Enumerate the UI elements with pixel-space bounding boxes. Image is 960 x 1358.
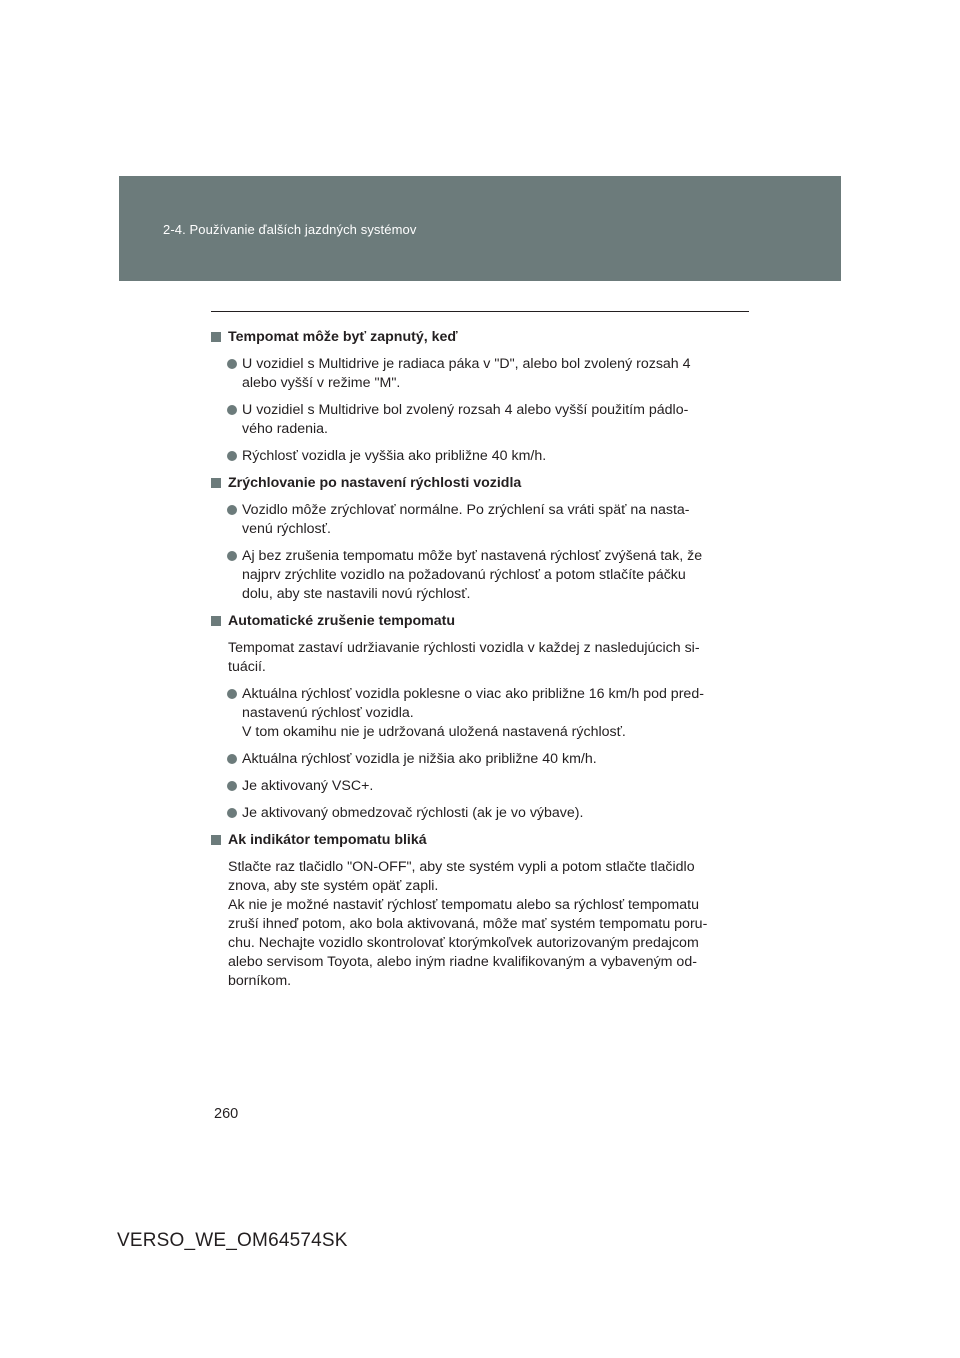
list-item: U vozidiel s Multidrive bol zvolený rozsah 4 alebo vyšší použitím pádlo- vého radenia. [211,401,745,439]
top-rule [211,311,749,312]
section-heading: Ak indikátor tempomatu bliká [211,831,745,850]
square-bullet-icon [211,835,221,845]
list-item: Rýchlosť vozidla je vyššia ako približne 40 km/h. [211,447,745,466]
chapter-title: 2-4. Používanie ďalších jazdných systémov [163,222,417,237]
content-column [211,328,745,999]
section-heading: Tempomat môže byť zapnutý, keď [211,328,745,347]
section-cruise-on-conditions [211,328,745,466]
round-bullet-icon [227,781,237,791]
square-bullet-icon [211,478,221,488]
list-item: Vozidlo môže zrýchlovať normálne. Po zrýchlení sa vráti späť na nasta- venú rýchlosť. [211,501,745,539]
page-number: 260 [214,1106,239,1122]
square-bullet-icon [211,332,221,342]
section-heading: Automatické zrušenie tempomatu [211,612,745,631]
round-bullet-icon [227,689,237,699]
list-item: Aj bez zrušenia tempomatu môže byť nastavená rýchlosť zvýšená tak, že najprv zrýchlite vozidlo na požadovanú rýchlosť a potom stlačíte páčku dolu, aby ste nastavili novú rýchlosť. [211,547,745,604]
list-item: Je aktivovaný VSC+. [211,777,745,796]
list-item: U vozidiel s Multidrive je radiaca páka v "D", alebo bol zvolený rozsah 4 alebo vyšší v režime "M". [211,355,745,393]
section-paragraph: Tempomat zastaví udržiavanie rýchlosti vozidla v každej z nasledujúcich si- tuácií. [228,640,700,675]
section-heading: Zrýchlovanie po nastavení rýchlosti vozidla [211,474,745,493]
round-bullet-icon [227,405,237,415]
square-bullet-icon [211,616,221,626]
round-bullet-icon [227,451,237,461]
section-indicator-blinking [211,831,745,991]
list-item: Aktuálna rýchlosť vozidla poklesne o viac ako približne 16 km/h pod pred- nastavenú rýchlosť vozidla. V tom okamihu nie je udržovaná uložená nastavená rýchlosť. [211,685,745,742]
document-code: VERSO_WE_OM64574SK [117,1230,348,1251]
section-auto-cancel [211,612,745,823]
chapter-header-band [119,176,841,281]
section-acceleration [211,474,745,604]
list-item: Aktuálna rýchlosť vozidla je nižšia ako približne 40 km/h. [211,750,745,769]
section-paragraph: Stlačte raz tlačidlo "ON-OFF", aby ste systém vypli a potom stlačte tlačidlo znova, aby ste systém opäť zapli. Ak nie je možné nastaviť rýchlosť tempomatu alebo sa rýchlosť tempomatu zruší ihneď potom, ako bola aktivovaná, môže mať systém tempomatu poru- chu. Nechajte vozidlo skontrolovať ktorýmkoľvek autorizovaným predajcom alebo servisom Toyota, alebo iným riadne kvalifikovaným a vybaveným od- borníkom. [228,859,708,989]
round-bullet-icon [227,754,237,764]
round-bullet-icon [227,551,237,561]
round-bullet-icon [227,505,237,515]
list-item: Je aktivovaný obmedzovač rýchlosti (ak je vo výbave). [211,804,745,823]
round-bullet-icon [227,808,237,818]
round-bullet-icon [227,359,237,369]
